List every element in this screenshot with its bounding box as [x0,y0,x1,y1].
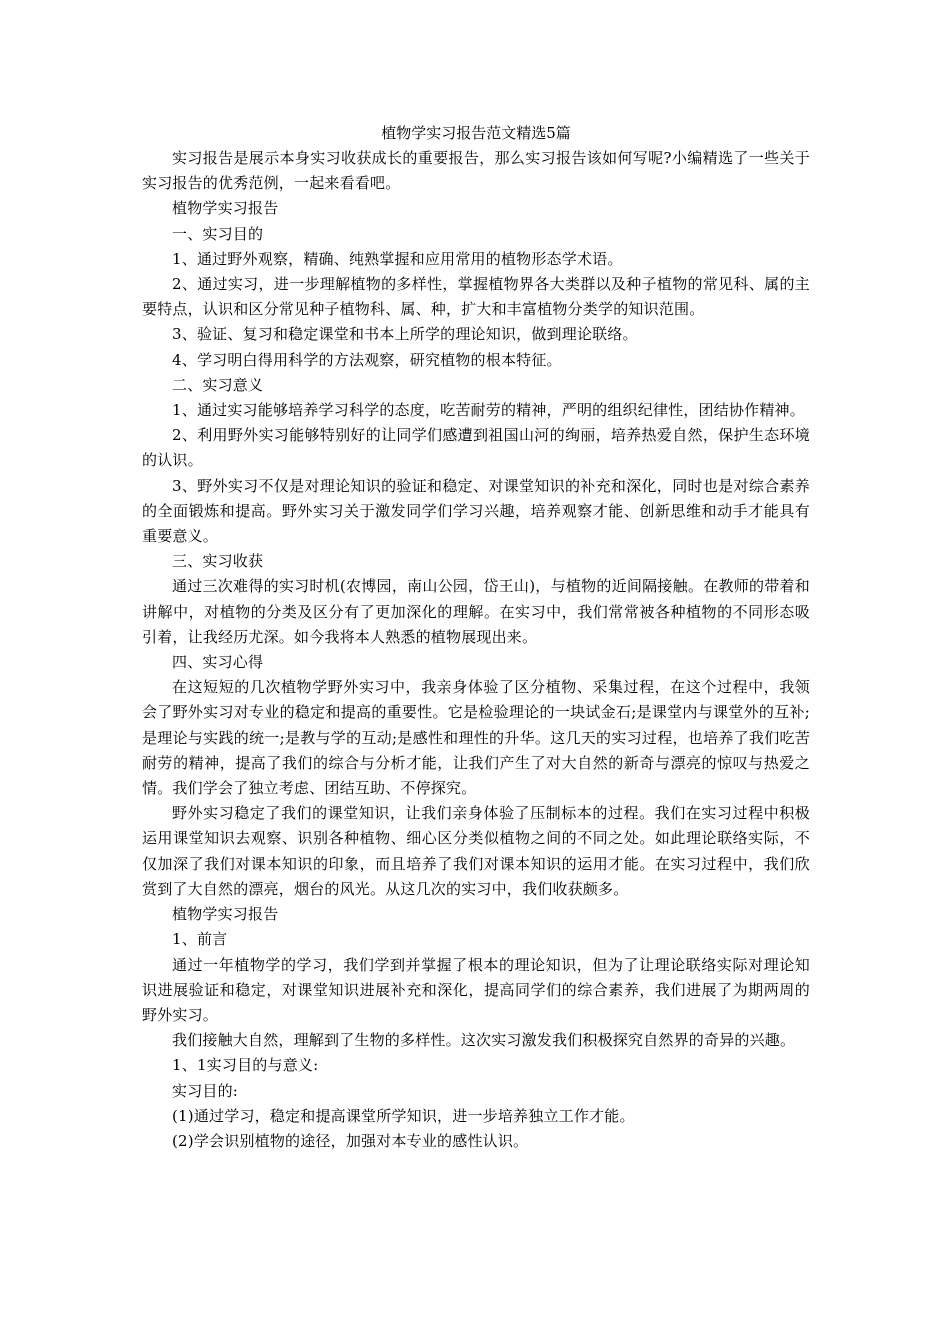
paragraph-purpose-1: 1、通过野外观察，精确、纯熟掌握和应用常用的植物形态学术语。 [172,249,623,268]
document-title: 植物学实习报告范文精选5篇 [381,124,571,142]
document-page [142,120,810,1154]
paragraph-significance-3: 3、野外实习不仅是对理论知识的验证和稳定、对课堂知识的补充和深化，同时也是对综合素养的全面锻炼和提高。野外实习关于激发同学们学习兴趣，培养观察才能、创新思维和动手才能具有重要意义。 [142,476,810,546]
heading-purpose: 一、实习目的 [172,224,264,243]
heading-significance: 二、实习意义 [172,375,264,394]
section-heading-report-2: 植物学实习报告 [172,905,279,924]
heading-preface: 1、前言 [172,930,228,949]
paragraph-preface-2: 我们接触大自然，理解到了生物的多样性。这次实习激发我们积极探究自然界的奇异的兴趣。 [172,1031,796,1050]
section-heading-report-1: 植物学实习报告 [172,199,279,218]
paragraph-significance-1: 1、通过实习能够培养学习科学的态度，吃苦耐劳的精神，严明的组织纪律性，团结协作精神。 [172,401,805,420]
paragraph-intro: 实习报告是展示本身实习收获成长的重要报告，那么实习报告该如何写呢?小编精选了一些关于实习报告的优秀范例，一起来看看吧。 [142,149,810,193]
paragraph-gains: 通过三次难得的实习时机(农博园，南山公园，岱王山)，与植物的近间隔接触。在教师的带着和讲解中，对植物的分类及区分有了更加深化的理解。在实习中，我们常常被各种植物的不同形态吸引着，让我经历尤深。如今我将本人熟悉的植物展现出来。 [142,577,810,646]
heading-purpose-label: 实习目的: [172,1081,239,1100]
paragraph-purpose-2: 2、通过实习，进一步理解植物的多样性，掌握植物界各大类群以及种子植物的常见科、属的主要特点，认识和区分常见种子植物科、属、种，扩大和丰富植物分类学的知识范围。 [142,275,810,319]
paragraph-purpose-3: 3、验证、复习和稳定课堂和书本上所学的理论知识，做到理论联络。 [172,325,638,344]
paragraph-reflections-1: 在这短短的几次植物学野外实习中，我亲身体验了区分植物、采集过程，在这个过程中，我领会了野外实习对专业的稳定和提高的重要性。它是检验理论的一块试金石;是课堂内与课堂外的互补;是理论与实践的统一;是教与学的互动;是感性和理性的升华。这几天的实习过程，也培养了我们吃苦耐劳的精神，提高了我们的综合与分析才能，让我们产生了对大自然的新奇与漂亮的惊叹与热爱之情。我们学会了独立考虑、团结互助、不停探究。 [142,678,810,798]
heading-gains: 三、实习收获 [172,552,264,571]
paragraph-purpose-item-2: (2)学会识别植物的途径，加强对本专业的感性认识。 [172,1131,529,1150]
heading-reflections: 四、实习心得 [172,653,264,672]
paragraph-significance-2: 2、利用野外实习能够特别好的让同学们感遭到祖国山河的绚丽，培养热爱自然，保护生态环境的认识。 [142,426,810,470]
paragraph-preface-1: 通过一年植物学的学习，我们学到并掌握了根本的理论知识，但为了让理论联络实际对理论知识进展验证和稳定，对课堂知识进展补充和深化，提高同学们的综合素养，我们进展了为期两周的野外实习。 [142,955,810,1024]
paragraph-reflections-2: 野外实习稳定了我们的课堂知识，让我们亲身体验了压制标本的过程。我们在实习过程中积极运用课堂知识去观察、识别各种植物、细心区分类似植物之间的不同之处。如此理论联络实际，不仅加深了我们对课本知识的印象，而且培养了我们对课本知识的运用才能。在实习过程中，我们欣赏到了大自然的漂亮，烟台的风光。从这几次的实习中，我们收获颇多。 [142,804,810,898]
paragraph-purpose-item-1: (1)通过学习，稳定和提高课堂所学知识，进一步培养独立工作才能。 [172,1106,635,1125]
heading-purpose-significance: 1、1实习目的与意义: [172,1056,319,1075]
paragraph-purpose-4: 4、学习明白得用科学的方法观察，研究植物的根本特征。 [172,350,562,369]
document-body [142,146,810,1154]
